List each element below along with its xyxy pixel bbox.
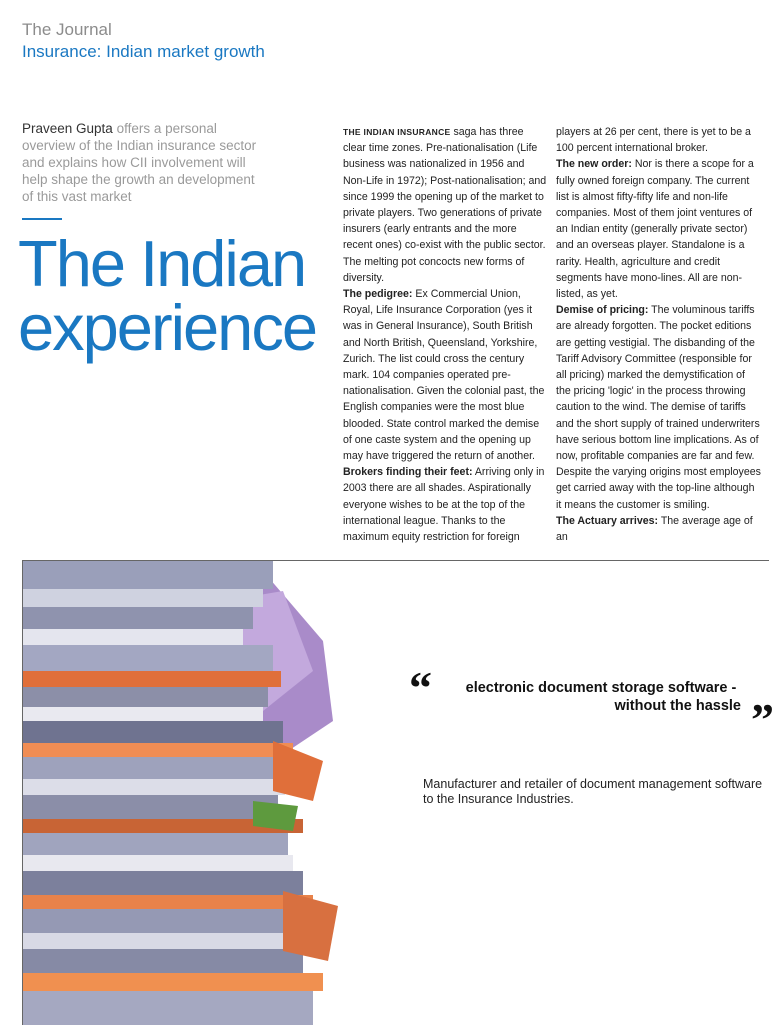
quote-close-mark: ” [751,694,774,745]
lead-in: THE INDIAN INSURANCE [343,127,451,137]
paragraph-pricing [556,302,762,513]
author-name: Praveen Gupta [22,121,113,136]
tagline-line-2: without the hassle [614,698,741,714]
subhead: The new order: [556,158,632,171]
paragraph-text: saga has three clear time zones. Pre-nationalisation (Life business was nationalized in 1956 and Non-Life in 1972); Post-nationalisation; and since 1999 the opening up of the market to private players. Two generations of private insurers (early entrants and the more recent ones) co-exist with the public sector. The melting pot concocts new forms of diversity. [343,126,547,284]
subhead: The Actuary arrives: [556,514,659,527]
journal-name: The Journal [22,20,112,39]
paragraph-text: Ex Commercial Union, Royal, Life Insurance Corporation (yes it was in General Insurance), South British and North British, Queensland, Yorkshire, Zurich. The list could cross the century mark. 104 companies operated pre-nationalisation. Given the colonial past, the English companies were the most blue blooded. State control marked the demise of one caste system and the opening up may have triggered the return of another. [343,288,545,463]
subhead: The pedigree: [343,288,413,301]
article-section-title: Insurance: Indian market growth [22,42,265,61]
paragraph-actuary [556,513,762,545]
paragraph-continued: players at 26 per cent, there is yet to be a 100 percent international broker. [556,126,751,155]
paragraph-pedigree [343,286,548,464]
advertisement [22,560,774,1025]
description-line-1: Manufacturer and retailer of document management software [423,777,763,791]
headline-line-2: experience [18,291,316,364]
paragraph-text: Arriving only in 2003 there are all shades. Aspirationally everyone wishes to be at the top of the international league. Thanks to the maximum equity restriction for foreign [343,466,545,544]
divider-rule [22,218,62,220]
file-stack-image [23,561,363,1025]
subhead: Demise of pricing: [556,304,649,317]
article-column-2 [556,124,762,545]
paragraph-intro [343,124,548,286]
tagline-line-1: electronic document storage software - [465,680,737,696]
advert-description [423,777,769,807]
paragraph-text: The voluminous tariffs are already forgotten. The pocket editions are getting vestigial. The disbanding of the Tariff Advisory Committee (responsible for all pricing) marked the demystification of the pricing 'logic' in the process throwing caution to the wind. The demise of tariffs and the short supply of trained underwriters have serious bottom line implications. As of now, profitable companies are far and few. Despite the varying origins most employees get carried away with the top-line although it means the customer is smiling. [556,304,761,511]
paragraph-text: The average age of an [556,514,753,544]
description-line-2: to the Insurance Industries. [423,792,574,806]
headline [18,227,316,364]
article-column-1 [343,124,548,545]
paragraph-brokers [343,464,548,545]
subhead: Brokers finding their feet: [343,466,473,479]
quote-open-mark: “ [409,662,432,713]
standfirst [22,120,262,205]
advert-tagline [441,679,761,715]
headline-line-1: The Indian [18,227,306,300]
standfirst-text: offers a personal overview of the Indian insurance sector and explains how CII involvement will help shape the growth an development of this vast market [22,121,257,204]
paragraph-text: Nor is there a scope for a fully owned foreign company. The current list is almost fifty-fifty life and non-life companies. Most of them joint ventures of an Indian entity (generally private sector) and an overseas player. Standalone is a rarity. Health, agriculture and credit segments have mono-lines. All are non-listed, as yet. [556,158,754,301]
paragraph-new-order [556,156,762,302]
